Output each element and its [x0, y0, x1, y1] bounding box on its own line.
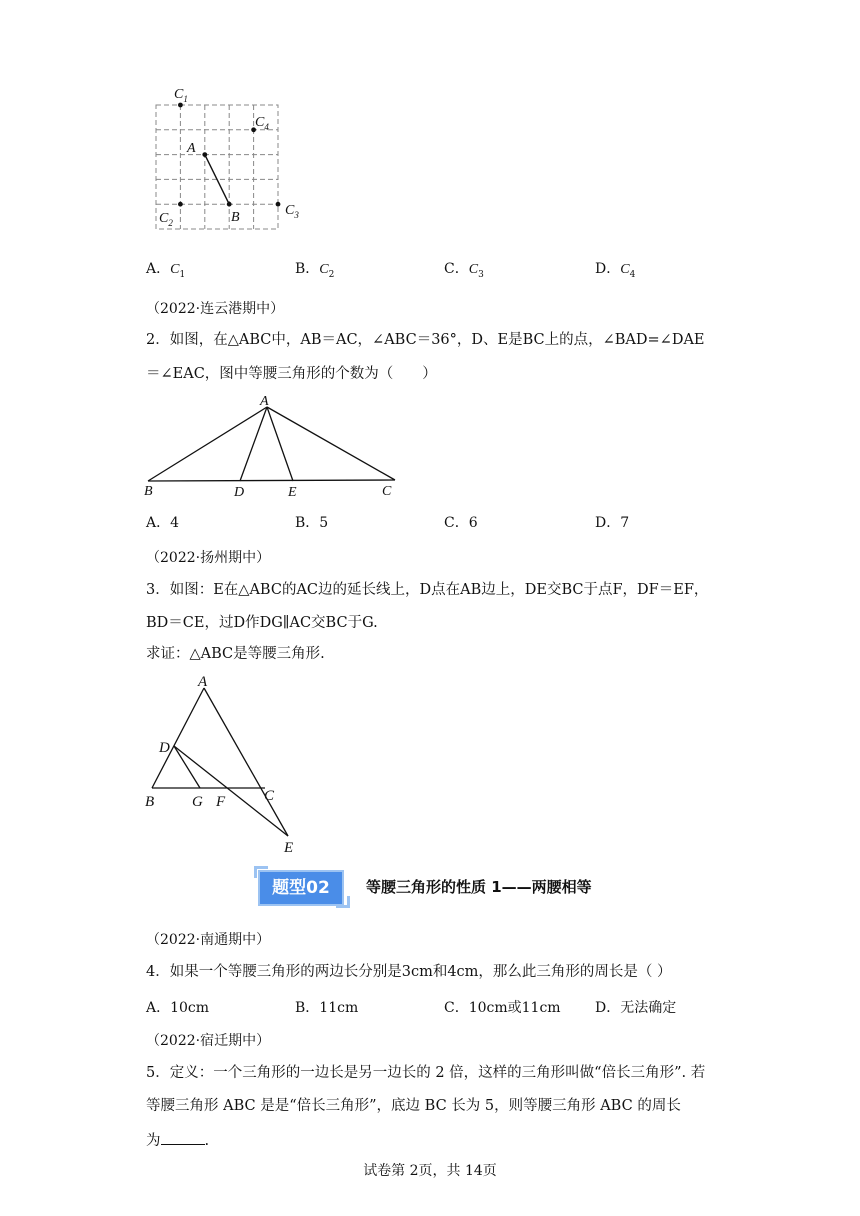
- svg-text:C3: $C_3$: [285, 203, 299, 220]
- q2-option-b[interactable]: B．5: [295, 515, 329, 531]
- svg-text:C2: $C_2$: [159, 211, 173, 228]
- q3-triangle-figure: [140, 672, 310, 857]
- q3-text-line2: BD＝CE，过D作DG∥AC交BC于G.: [146, 615, 378, 631]
- q3-text-line1: 3．如图：E在△ABC的AC边的延长线上，D点在AB边上，DE交BC于点F，DF＝EF，: [146, 582, 709, 598]
- svg-text:D: D: [159, 740, 170, 756]
- svg-text:F: F: [216, 794, 226, 810]
- page-footer: 试卷第 2页，共 14页: [363, 1163, 497, 1179]
- q4-option-b[interactable]: B．11cm: [295, 1000, 359, 1016]
- q2-option-d[interactable]: D．7: [595, 515, 630, 531]
- svg-text:E: E: [284, 840, 294, 856]
- q5-text-line1: 5．定义：一个三角形的一边长是另一边长的 2 倍，这样的三角形叫做“倍长三角形”. 若: [146, 1065, 706, 1081]
- q5-source: （2022·宿迁期中）: [146, 1033, 271, 1049]
- svg-text:C: C: [264, 788, 275, 804]
- q1-option-c[interactable]: C．$C_3$: [444, 261, 484, 280]
- svg-text:D: D: [234, 485, 245, 500]
- section-title: 等腰三角形的性质 1——两腰相等: [366, 878, 592, 896]
- svg-text:B: B: [145, 794, 155, 810]
- q5-text-line3: 为 .: [146, 1130, 209, 1151]
- q3-text-line3: 求证：△ABC是等腰三角形.: [146, 646, 325, 662]
- svg-text:E: E: [288, 485, 297, 500]
- section-badge: 题型02: [258, 866, 350, 908]
- svg-text:C1: $C_1$: [174, 87, 188, 104]
- q1-grid-figure: [140, 80, 320, 240]
- q3-source: （2022·扬州期中）: [146, 550, 271, 566]
- svg-text:A: A: [260, 394, 269, 409]
- q5-text-line2: 等腰三角形 ABC 是是“倍长三角形”，底边 BC 长为 5，则等腰三角形 ABC 的周长: [146, 1098, 681, 1114]
- q2-text-line1: 2．如图，在△ABC中，AB＝AC，∠ABC＝36°，D、E是BC上的点，∠BAD=∠DAE: [146, 332, 705, 348]
- q4-option-a[interactable]: A．10cm: [146, 1000, 210, 1016]
- q1-option-d[interactable]: D．$C_4$: [595, 261, 636, 280]
- q4-option-d[interactable]: D．无法确定: [595, 1000, 677, 1016]
- q1-option-b[interactable]: B．$C_2$: [295, 261, 335, 280]
- q4-text-line1: 4．如果一个等腰三角形的两边长分别是3cm和4cm，那么此三角形的周长是（ ）: [146, 964, 672, 980]
- q2-option-a[interactable]: A．4: [146, 515, 180, 531]
- q4-source: （2022·南通期中）: [146, 932, 271, 948]
- q2-triangle-figure: [140, 393, 410, 503]
- q5-answer-blank[interactable]: [161, 1130, 205, 1145]
- q2-text-line2: ＝∠EAC，图中等腰三角形的个数为（ ）: [146, 366, 437, 382]
- svg-text:G: G: [192, 794, 203, 810]
- q1-option-a[interactable]: A．$C_1$: [146, 261, 186, 280]
- q4-option-c[interactable]: C．10cm或11cm: [444, 1000, 561, 1016]
- svg-text:A: A: [187, 141, 196, 156]
- svg-text:B: B: [231, 210, 240, 225]
- svg-text:A: A: [198, 674, 208, 690]
- svg-text:C: C: [382, 484, 392, 499]
- q2-source: （2022·连云港期中）: [146, 301, 285, 317]
- svg-text:B: B: [144, 484, 153, 499]
- q2-option-c[interactable]: C．6: [444, 515, 478, 531]
- svg-text:C4: $C_4$: [255, 115, 269, 132]
